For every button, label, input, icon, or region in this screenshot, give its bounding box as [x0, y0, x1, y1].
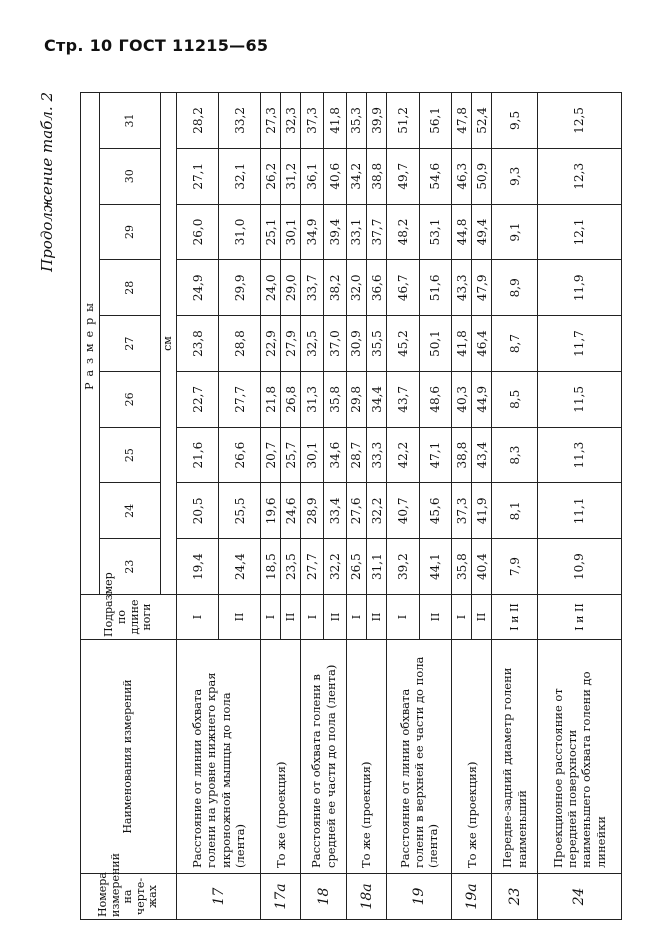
value-cell: 25,7	[281, 427, 301, 483]
value-cell: 33,7	[301, 260, 324, 316]
value-cell: 39,2	[387, 539, 419, 595]
value-cell: 52,4	[472, 93, 492, 149]
value-cell: 26,6	[219, 427, 261, 483]
value-cell: 9,1	[492, 204, 537, 260]
value-cell: 21,6	[177, 427, 219, 483]
value-cell: 9,3	[492, 148, 537, 204]
measurement-number: 17а	[261, 874, 301, 920]
subsize-cell: I и II	[492, 595, 537, 640]
value-cell: 11,1	[537, 483, 621, 539]
value-cell: 38,8	[367, 148, 387, 204]
subsize-cell: II	[419, 595, 451, 640]
value-cell: 29,8	[346, 371, 366, 427]
value-cell: 24,9	[177, 260, 219, 316]
value-cell: 46,7	[387, 260, 419, 316]
value-cell: 8,5	[492, 371, 537, 427]
table-row	[346, 93, 366, 920]
value-cell: 27,7	[301, 539, 324, 595]
value-cell: 31,0	[219, 204, 261, 260]
measurement-number: 19	[387, 874, 452, 920]
value-cell: 37,3	[301, 93, 324, 149]
value-cell: 23,8	[177, 316, 219, 372]
size-header: 29	[100, 204, 161, 260]
subsize-cell: I	[301, 595, 324, 640]
value-cell: 32,5	[301, 316, 324, 372]
value-cell: 44,1	[419, 539, 451, 595]
value-cell: 26,5	[346, 539, 366, 595]
gost-code: ГОСТ 11215—65	[118, 36, 269, 55]
page-header	[44, 36, 268, 55]
value-cell: 44,9	[472, 371, 492, 427]
subsize-cell: II	[219, 595, 261, 640]
measurement-name: То же (проекция)	[452, 640, 492, 874]
value-cell: 30,1	[301, 427, 324, 483]
subsize-cell: I	[261, 595, 281, 640]
value-cell: 28,9	[301, 483, 324, 539]
value-cell: 47,8	[452, 93, 472, 149]
value-cell: 8,9	[492, 260, 537, 316]
value-cell: 26,0	[177, 204, 219, 260]
header-name: Наименования измерений	[81, 640, 177, 874]
value-cell: 18,5	[261, 539, 281, 595]
measurement-number: 18	[301, 874, 346, 920]
subsize-cell: I и II	[537, 595, 621, 640]
value-cell: 23,5	[281, 539, 301, 595]
value-cell: 38,8	[452, 427, 472, 483]
value-cell: 32,3	[281, 93, 301, 149]
value-cell: 11,7	[537, 316, 621, 372]
value-cell: 26,8	[281, 371, 301, 427]
value-cell: 20,5	[177, 483, 219, 539]
value-cell: 37,7	[367, 204, 387, 260]
value-cell: 40,3	[452, 371, 472, 427]
value-cell: 33,2	[219, 93, 261, 149]
subsize-cell: I	[177, 595, 219, 640]
value-cell: 24,6	[281, 483, 301, 539]
measurement-name: Расстояние от линии обхвата голени на уровне нижнего края икроножной мышцы до пола (лента)	[177, 640, 261, 874]
value-cell: 7,9	[492, 539, 537, 595]
value-cell: 25,1	[261, 204, 281, 260]
value-cell: 48,2	[387, 204, 419, 260]
table-row	[261, 93, 281, 920]
value-cell: 25,5	[219, 483, 261, 539]
table-row	[387, 93, 419, 920]
value-cell: 28,7	[346, 427, 366, 483]
value-cell: 51,2	[387, 93, 419, 149]
value-cell: 49,4	[472, 204, 492, 260]
value-cell: 11,9	[537, 260, 621, 316]
value-cell: 54,6	[419, 148, 451, 204]
measurement-number: 18а	[346, 874, 386, 920]
value-cell: 41,8	[452, 316, 472, 372]
value-cell: 40,6	[324, 148, 347, 204]
size-header: 23	[100, 539, 161, 595]
measurements-table	[80, 92, 622, 920]
measurement-number: 19а	[452, 874, 492, 920]
size-header: 31	[100, 93, 161, 149]
value-cell: 34,6	[324, 427, 347, 483]
value-cell: 22,7	[177, 371, 219, 427]
value-cell: 8,1	[492, 483, 537, 539]
value-cell: 19,6	[261, 483, 281, 539]
value-cell: 56,1	[419, 93, 451, 149]
value-cell: 40,4	[472, 539, 492, 595]
subsize-cell: II	[281, 595, 301, 640]
value-cell: 28,8	[219, 316, 261, 372]
subsize-cell: I	[387, 595, 419, 640]
value-cell: 11,3	[537, 427, 621, 483]
table-row	[301, 93, 324, 920]
table-caption: Продолжение табл. 2	[38, 92, 56, 272]
value-cell: 41,8	[324, 93, 347, 149]
value-cell: 30,9	[346, 316, 366, 372]
value-cell: 27,6	[346, 483, 366, 539]
value-cell: 34,9	[301, 204, 324, 260]
value-cell: 27,9	[281, 316, 301, 372]
subsize-cell: I	[452, 595, 472, 640]
value-cell: 27,3	[261, 93, 281, 149]
value-cell: 50,1	[419, 316, 451, 372]
value-cell: 42,2	[387, 427, 419, 483]
value-cell: 34,4	[367, 371, 387, 427]
value-cell: 31,1	[367, 539, 387, 595]
value-cell: 9,5	[492, 93, 537, 149]
value-cell: 35,8	[324, 371, 347, 427]
table-row	[452, 93, 472, 920]
value-cell: 32,1	[219, 148, 261, 204]
value-cell: 38,2	[324, 260, 347, 316]
size-header: 25	[100, 427, 161, 483]
value-cell: 29,0	[281, 260, 301, 316]
value-cell: 43,3	[452, 260, 472, 316]
size-header: 26	[100, 371, 161, 427]
value-cell: 47,1	[419, 427, 451, 483]
value-cell: 31,3	[301, 371, 324, 427]
value-cell: 12,5	[537, 93, 621, 149]
value-cell: 43,7	[387, 371, 419, 427]
header-subsize: Подразмер по длине ноги	[81, 595, 177, 640]
value-cell: 36,6	[367, 260, 387, 316]
value-cell: 32,2	[324, 539, 347, 595]
value-cell: 27,7	[219, 371, 261, 427]
value-cell: 37,0	[324, 316, 347, 372]
value-cell: 45,2	[387, 316, 419, 372]
page-number: Стр. 10	[44, 36, 113, 55]
value-cell: 34,2	[346, 148, 366, 204]
measurement-name: То же (проекция)	[261, 640, 301, 874]
header-unit: см	[161, 93, 177, 595]
measurement-name: Передне-задний диаметр голени наименьший	[492, 640, 537, 874]
value-cell: 33,4	[324, 483, 347, 539]
size-header: 27	[100, 316, 161, 372]
value-cell: 43,4	[472, 427, 492, 483]
value-cell: 24,4	[219, 539, 261, 595]
value-cell: 10,9	[537, 539, 621, 595]
table-row	[492, 93, 537, 920]
value-cell: 50,9	[472, 148, 492, 204]
value-cell: 20,7	[261, 427, 281, 483]
value-cell: 39,4	[324, 204, 347, 260]
value-cell: 8,3	[492, 427, 537, 483]
measurement-number: 24	[537, 874, 621, 920]
value-cell: 33,3	[367, 427, 387, 483]
value-cell: 26,2	[261, 148, 281, 204]
measurement-name: Расстояние от обхвата голени в средней ее части до пола (лента)	[301, 640, 346, 874]
value-cell: 46,3	[452, 148, 472, 204]
value-cell: 35,3	[346, 93, 366, 149]
measurement-name: Расстояние от линии обхвата голени в верхней ее части до пола (лента)	[387, 640, 452, 874]
value-cell: 44,8	[452, 204, 472, 260]
value-cell: 11,5	[537, 371, 621, 427]
value-cell: 12,3	[537, 148, 621, 204]
value-cell: 48,6	[419, 371, 451, 427]
measurement-number: 17	[177, 874, 261, 920]
value-cell: 30,1	[281, 204, 301, 260]
header-number: Номера измерений на черте-жах	[81, 874, 177, 920]
value-cell: 27,1	[177, 148, 219, 204]
value-cell: 22,9	[261, 316, 281, 372]
value-cell: 35,5	[367, 316, 387, 372]
value-cell: 39,9	[367, 93, 387, 149]
value-cell: 49,7	[387, 148, 419, 204]
value-cell: 28,2	[177, 93, 219, 149]
value-cell: 36,1	[301, 148, 324, 204]
size-header: 30	[100, 148, 161, 204]
value-cell: 53,1	[419, 204, 451, 260]
value-cell: 12,1	[537, 204, 621, 260]
size-header: 28	[100, 260, 161, 316]
measurement-name: То же (проекция)	[346, 640, 386, 874]
value-cell: 47,9	[472, 260, 492, 316]
value-cell: 51,6	[419, 260, 451, 316]
value-cell: 37,3	[452, 483, 472, 539]
subsize-cell: I	[346, 595, 366, 640]
value-cell: 31,2	[281, 148, 301, 204]
value-cell: 21,8	[261, 371, 281, 427]
value-cell: 29,9	[219, 260, 261, 316]
subsize-cell: II	[367, 595, 387, 640]
size-header: 24	[100, 483, 161, 539]
header-sizes: Размеры	[81, 93, 100, 595]
value-cell: 24,0	[261, 260, 281, 316]
table-row	[177, 93, 219, 920]
value-cell: 45,6	[419, 483, 451, 539]
measurement-number: 23	[492, 874, 537, 920]
value-cell: 40,7	[387, 483, 419, 539]
value-cell: 33,1	[346, 204, 366, 260]
rotated-table-container	[38, 92, 622, 920]
value-cell: 46,4	[472, 316, 492, 372]
value-cell: 32,2	[367, 483, 387, 539]
subsize-cell: II	[324, 595, 347, 640]
table-row	[537, 93, 621, 920]
value-cell: 32,0	[346, 260, 366, 316]
value-cell: 35,8	[452, 539, 472, 595]
table-body	[177, 93, 622, 920]
value-cell: 19,4	[177, 539, 219, 595]
value-cell: 8,7	[492, 316, 537, 372]
value-cell: 41,9	[472, 483, 492, 539]
subsize-cell: II	[472, 595, 492, 640]
measurement-name: Проекционное расстояние от передней поверхности наименьшего обхвата голени до линейки	[537, 640, 621, 874]
